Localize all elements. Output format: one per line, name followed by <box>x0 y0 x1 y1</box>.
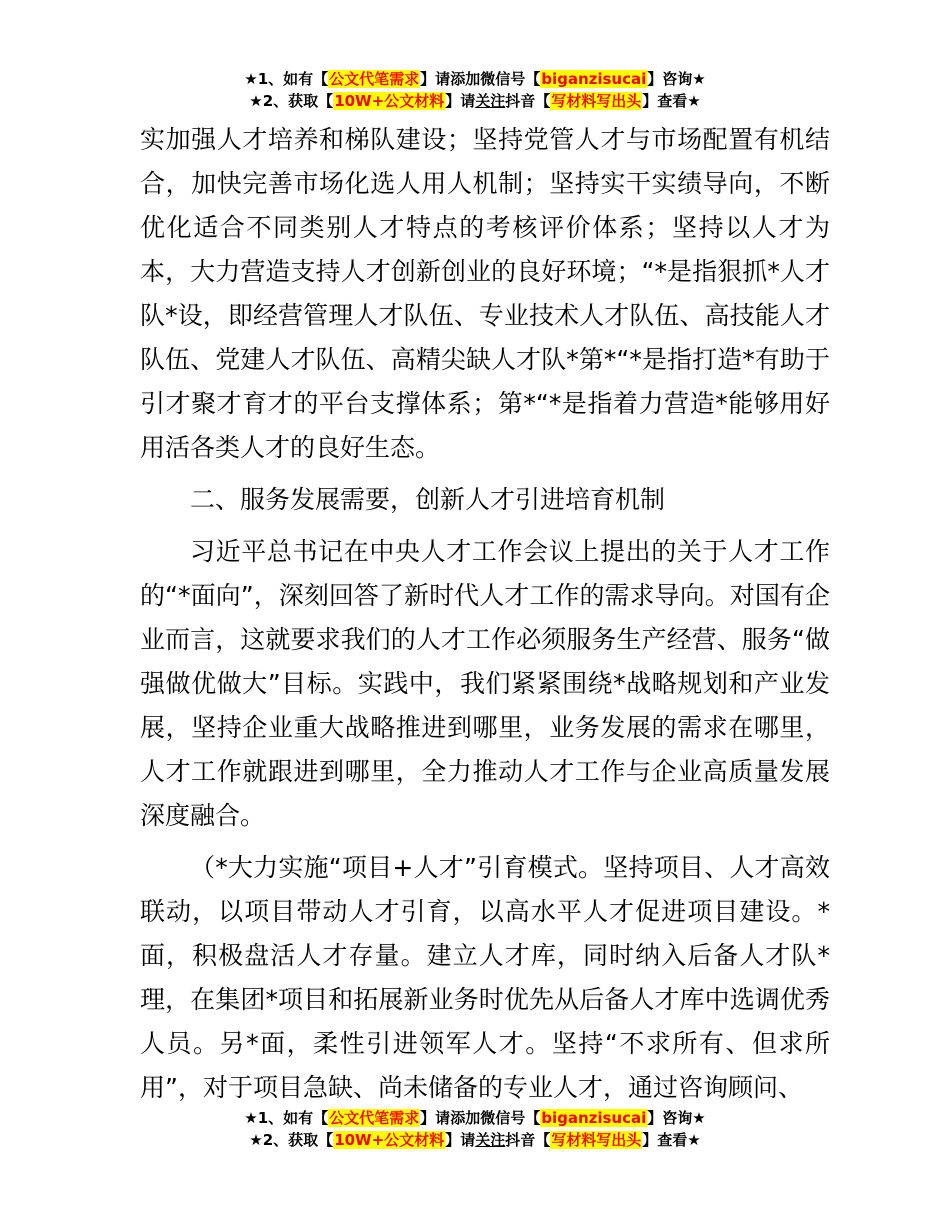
highlight-wechat-id: biganzisucai <box>541 70 647 88</box>
banner-line-2: ★2、获取【10W+公文材料】请关注抖音【写材料写出头】查看★ <box>249 92 701 110</box>
banner-line-2: ★2、获取【10W+公文材料】请关注抖音【写材料写出头】查看★ <box>249 1131 701 1149</box>
highlight-douyin-account: 写材料写出头 <box>551 92 642 110</box>
section-heading-2: 二、服务发展需要，创新人才引进培育机制 <box>190 485 666 514</box>
highlight-service: 公文代笔需求 <box>329 1109 420 1127</box>
paragraph-3: 习近平总书记在中央人才工作会议上提出的关于人才工作的“*面向”，深刻回答了新时代人才工作的需求导向。对国有企业而言，这就要求我们的人才工作必须服务生产经营、服务“做强做优做大”目标。实践中，我们紧紧围绕*战略规划和产业发展，坚持企业重大战略推进到哪里，业务发展的需求在哪里，人才工作就跟进到哪里，全力推动人才工作与企业高质量发展深度融合。 <box>140 537 830 830</box>
document-body <box>140 118 830 1110</box>
highlight-wechat-id: biganzisucai <box>541 1109 647 1127</box>
paragraph-1: 实加强人才培养和梯队建设；坚持党管人才与市场配置有机结合，加快完善市场化选人用人机制；坚持实干实绩导向，不断优化适合不同类别人才特点的考核评价体系；坚持以人才为本，大力营造支持人才创新创业的良好环境；“*是指狠抓*人才队*设，即经营管理人才队伍、专业技术人才队伍、高技能人才队伍、党建人才队伍、高精尖缺人才队*第*“*是指打造*有助于引才聚才育才的平台支撑体系；第*“*是指着力营造*能够用好用活各类人才的良好生态。 <box>140 125 830 462</box>
paragraph-4: （*大力实施“项目+人才”引育模式。坚持项目、人才高效联动，以项目带动人才引育，以高水平人才促进项目建设。*面，积极盘活人才存量。建立人才库，同时纳入后备人才队*理，在集团*项目和拓展新业务时优先从后备人才库中选调优秀人员。另*面，柔性引进领军人才。坚持“不求所有、但求所用”，对于项目急缺、尚未储备的专业人才，通过咨询顾问、 <box>140 853 830 1102</box>
highlight-materials: 10W+公文材料 <box>334 92 445 110</box>
highlight-service: 公文代笔需求 <box>329 70 420 88</box>
header-banner <box>0 68 950 112</box>
highlight-materials: 10W+公文材料 <box>334 1131 445 1149</box>
footer-banner <box>0 1107 950 1151</box>
banner-line-1: ★1、如有【公文代笔需求】请添加微信号【biganzisucai】咨询★ <box>244 70 706 88</box>
highlight-douyin-account: 写材料写出头 <box>551 1131 642 1149</box>
banner-line-1: ★1、如有【公文代笔需求】请添加微信号【biganzisucai】咨询★ <box>244 1109 706 1127</box>
